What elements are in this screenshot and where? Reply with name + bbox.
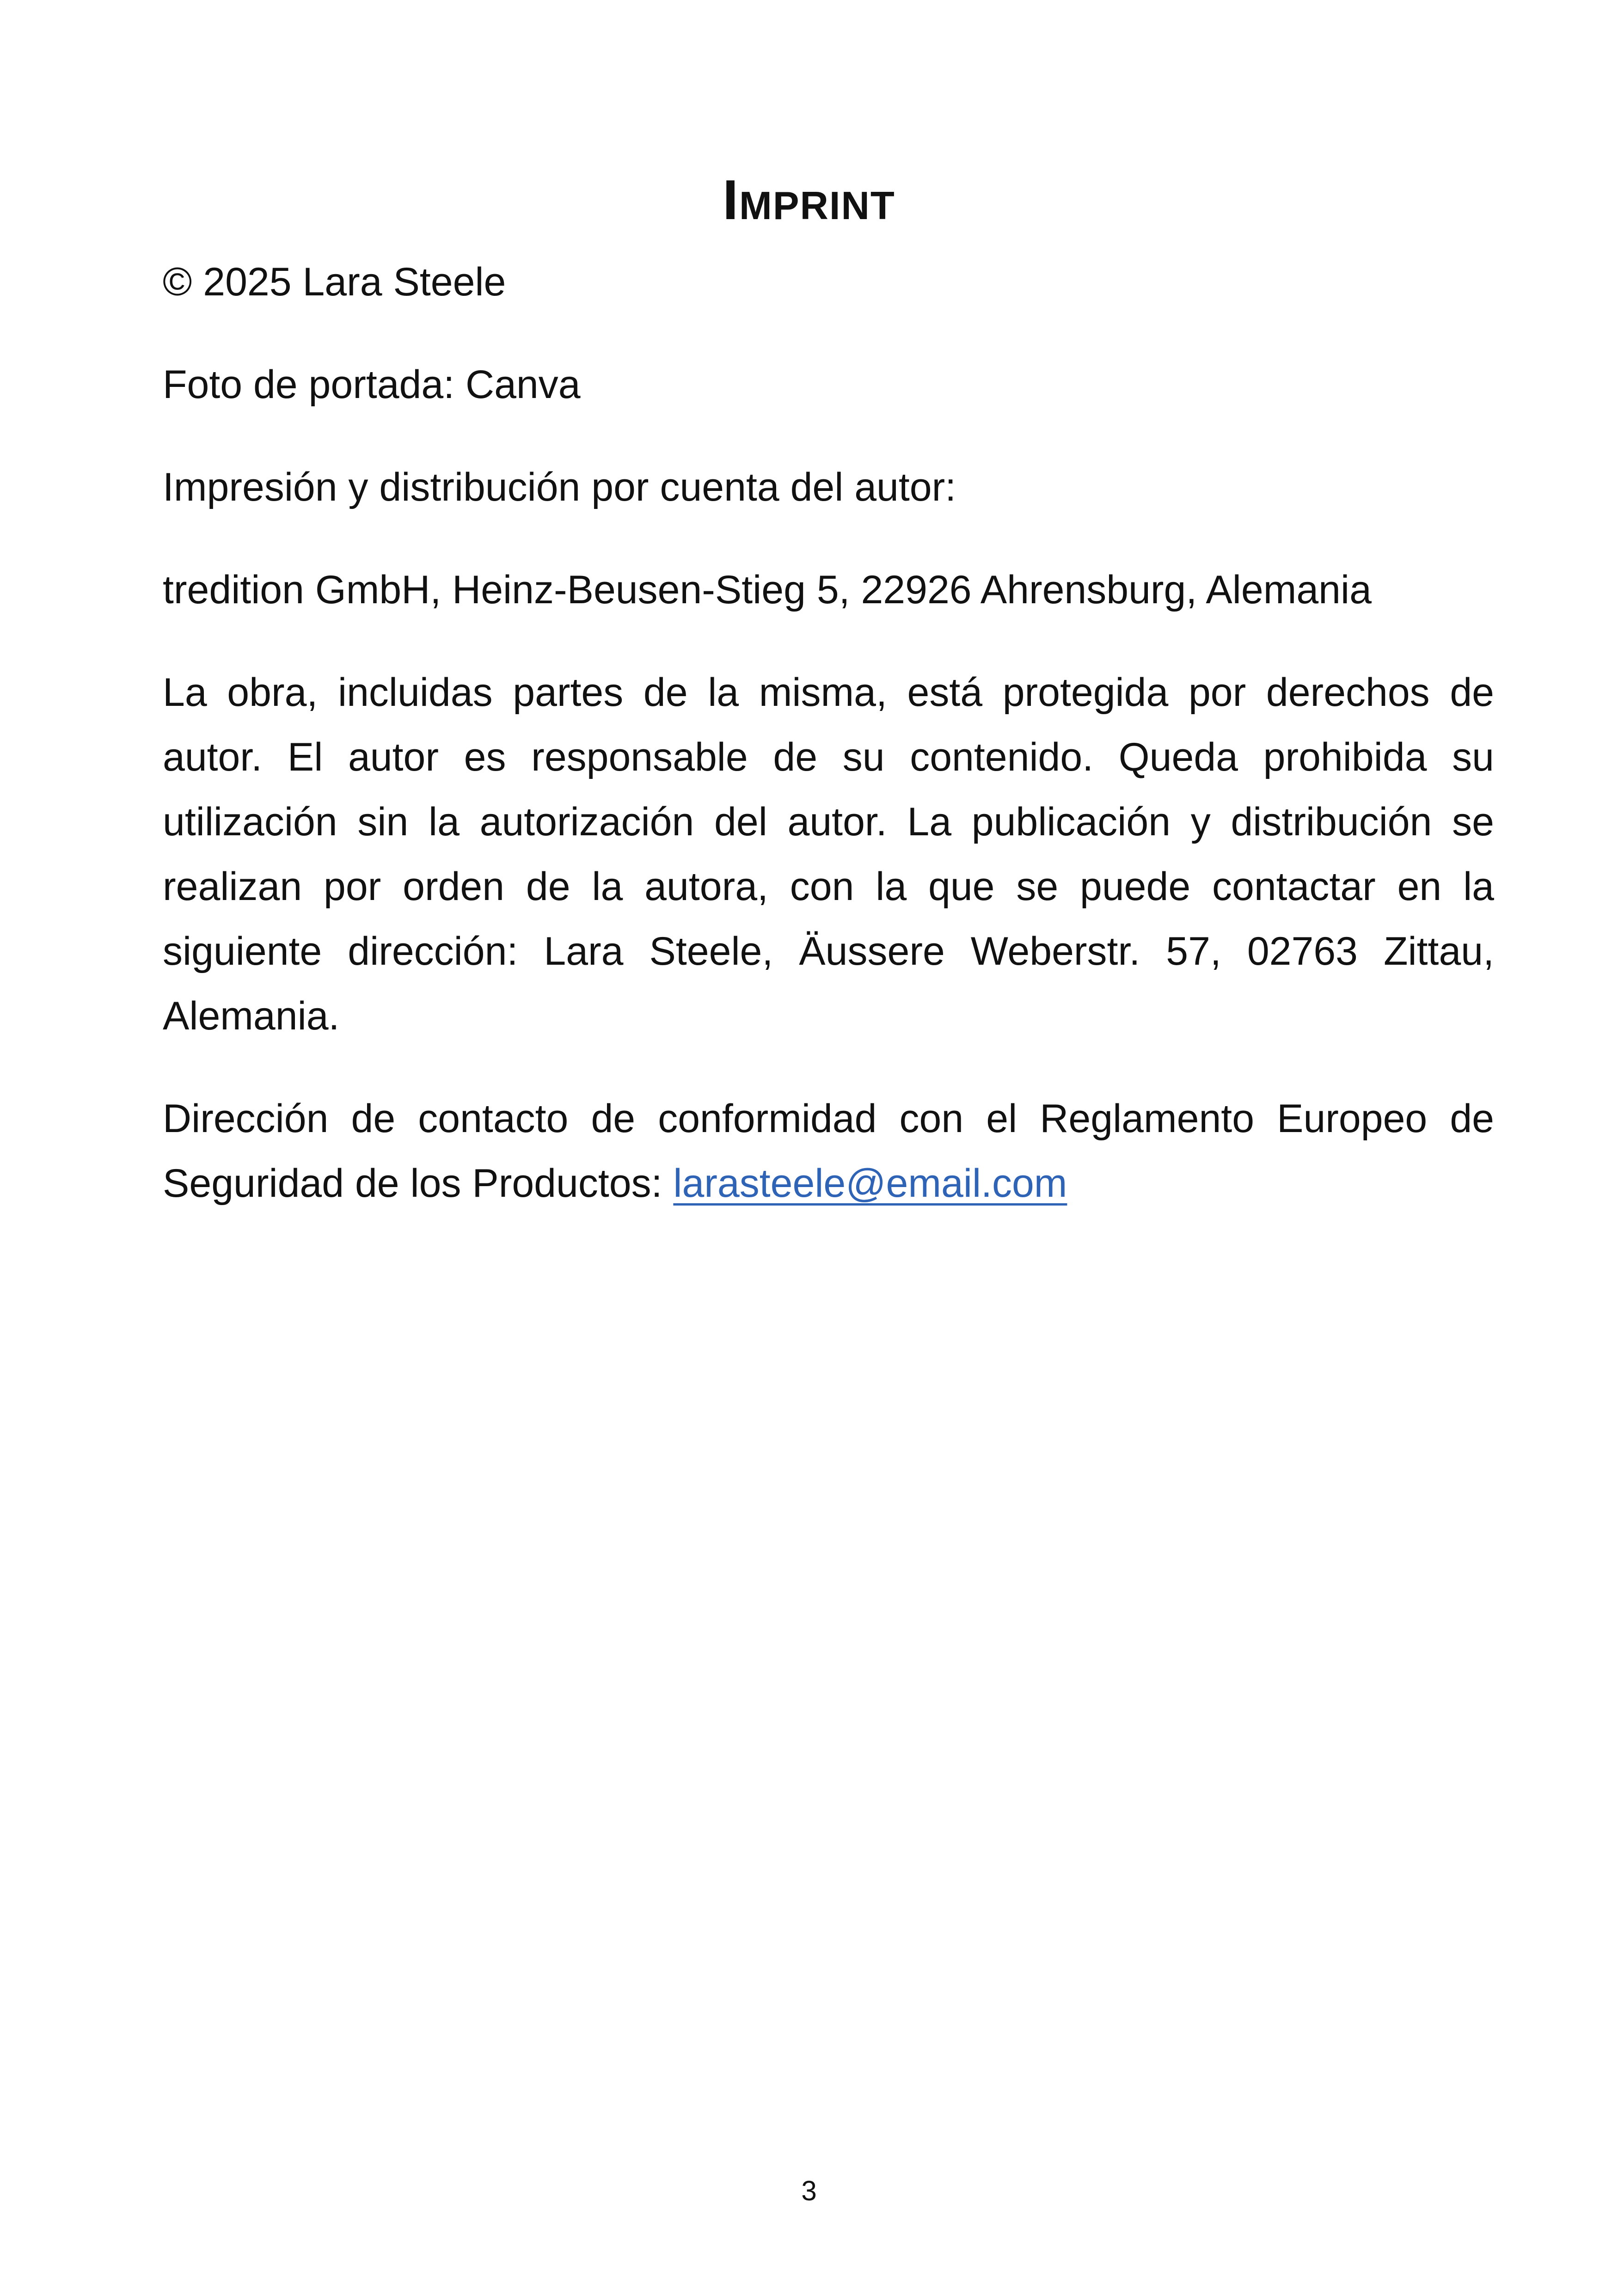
imprint-content bbox=[163, 250, 1494, 1254]
copyright-line: © 2025 Lara Steele bbox=[163, 260, 506, 304]
printing-distribution-line: Impresión y distribución por cuenta del autor: bbox=[163, 465, 956, 509]
cover-photo-credit: Foto de portada: Canva bbox=[163, 362, 581, 407]
publisher-address: tredition GmbH, Heinz-Beusen-Stieg 5, 22926 Ahrensburg, Alemania bbox=[163, 568, 1372, 612]
page-title: Imprint bbox=[723, 168, 895, 231]
legal-notice-paragraph: La obra, incluidas partes de la misma, está protegida por derechos de autor. El autor es responsable de su contenido. Queda prohibida su utilización sin la autorización del autor. La publicación y distribución se realizan por orden de la autora, con la que se puede contactar en la siguiente dirección: Lara Steele, Äussere Weberstr. 57, 02763 Zittau, Alemania. bbox=[163, 670, 1494, 1038]
contact-email-link[interactable]: larasteele@email.com bbox=[673, 1161, 1067, 1206]
page-number: 3 bbox=[801, 2175, 817, 2206]
contact-paragraph bbox=[163, 1086, 1494, 1216]
contact-prefix: Dirección de contacto de conformidad con el Reglamento Europeo de Seguridad de los Productos: bbox=[163, 1096, 1494, 1206]
